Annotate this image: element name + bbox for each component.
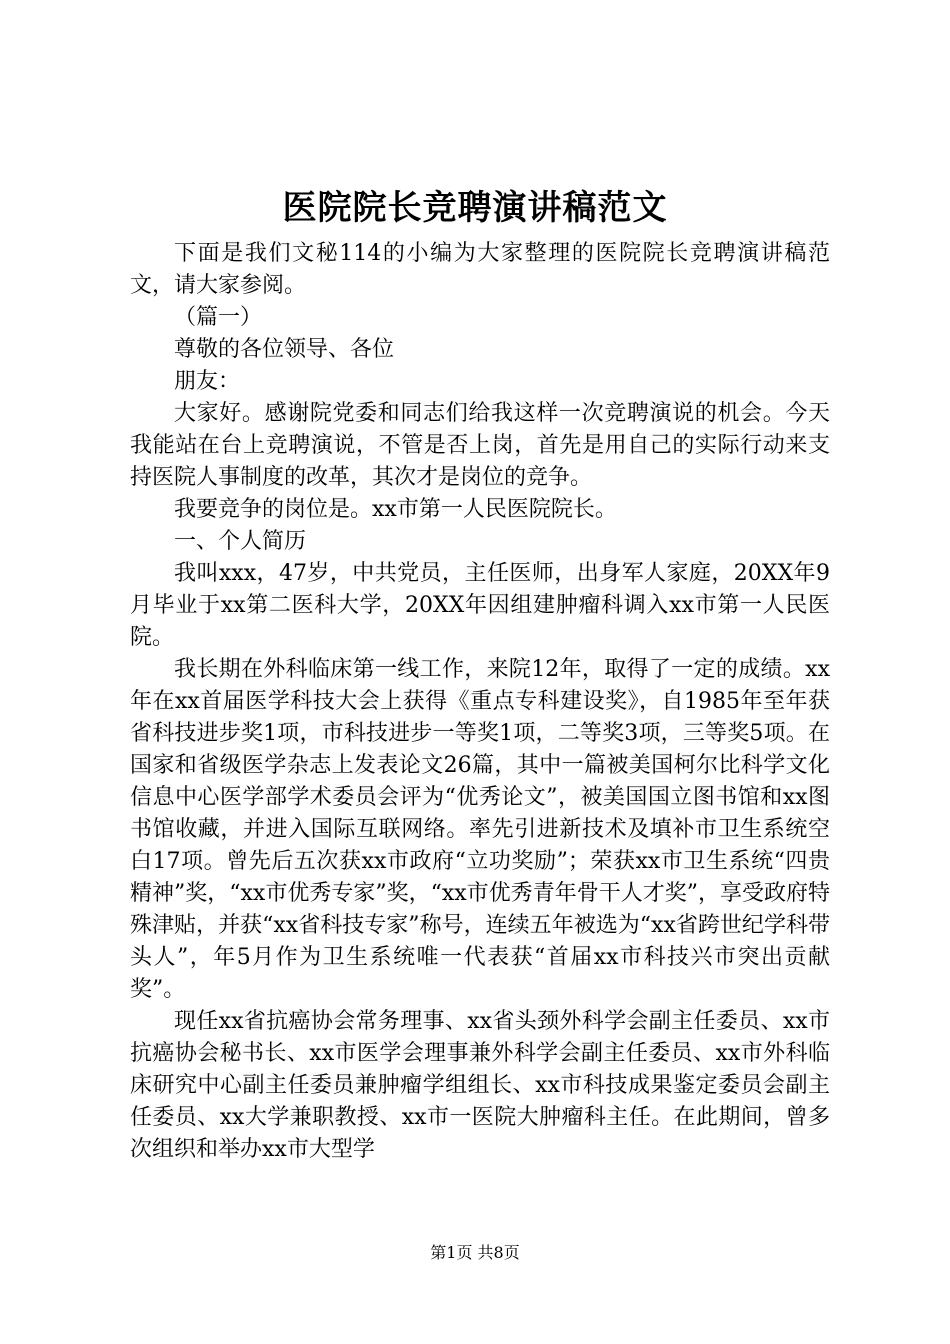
paragraph-resume: 我叫xxx，47岁，中共党员，主任医师，出身军人家庭，20XX年9月毕业于xx第二医科大学，20XX年因组建肿瘤科调入xx市第一人民医院。 <box>130 561 830 650</box>
page-footer: 第1页 共8页 <box>430 1243 520 1262</box>
paragraph-section-label: （篇一） <box>174 305 263 330</box>
paragraph-current-roles: 现任xx省抗癌协会常务理事、xx省头颈外科学会副主任委员、xx市抗癌协会秘书长、xx市医学会理事兼外科学会副主任委员、xx市外科临床研究中心副主任委员兼肿瘤学组组长、xx市科技成果鉴定委员会副主任委员、xx大学兼职教授、xx市一医院大肿瘤科主任。在此期间，曾多次组织和举办xx市大型学 <box>130 1009 830 1162</box>
paragraph-salutation: 尊敬的各位领导、各位 <box>174 337 395 362</box>
paragraph-greeting: 大家好。感谢院党委和同志们给我这样一次竞聘演说的机会。今天我能站在台上竞聘演说，不管是否上岗，首先是用自己的实际行动来支持医院人事制度的改革，其次才是岗位的竞争。 <box>130 401 830 490</box>
document-body <box>130 238 830 1166</box>
paragraph-intro: 下面是我们文秘114的小编为大家整理的医院院长竞聘演讲稿范文，请大家参阅。 <box>130 241 830 298</box>
document-title: 医院院长竞聘演讲稿范文 <box>282 188 668 228</box>
paragraph-position: 我要竞争的岗位是。xx市第一人民医院院长。 <box>174 497 617 522</box>
paragraph-heading-resume: 一、个人简历 <box>174 529 307 554</box>
paragraph-salutation-cont: 朋友： <box>174 369 241 394</box>
paragraph-achievements: 我长期在外科临床第一线工作，来院12年，取得了一定的成绩。xx年在xx首届医学科技大会上获得《重点专科建设奖》，自1985年至年获省科技进步奖1项，市科技进步一等奖1项，二等奖3项，三等奖5项。在国家和省级医学杂志上发表论文26篇，其中一篇被美国柯尔比科学文化信息中心医学部学术委员会评为“优秀论文”，被美国国立图书馆和xx图书馆收藏，并进入国际互联网络。率先引进新技术及填补市卫生系统空白17项。曾先后五次获xx市政府“立功奖励”；荣获xx市卫生系统“四贵精神”奖，“xx市优秀专家”奖，“xx市优秀青年骨干人才奖”，享受政府特殊津贴，并获“xx省科技专家”称号，连续五年被选为“xx省跨世纪学科带头人”，年5月作为卫生系统唯一代表获“首届xx市科技兴市突出贡献奖”。 <box>130 657 830 1002</box>
